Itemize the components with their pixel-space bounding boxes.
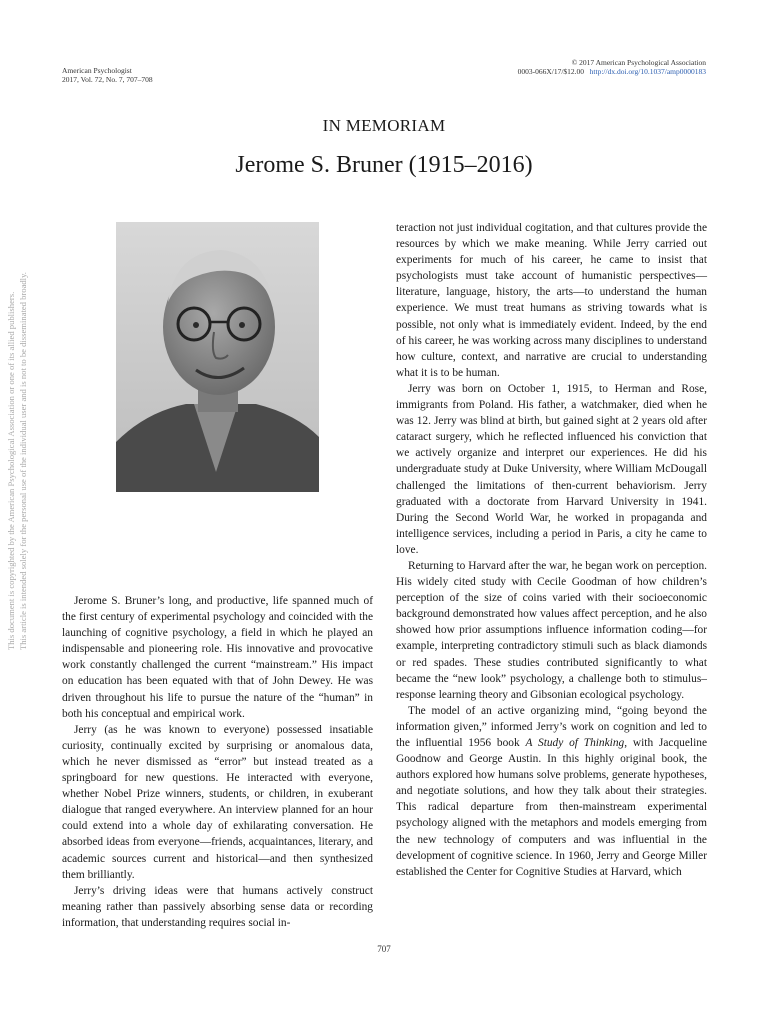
copyright-line: © 2017 American Psychological Association <box>571 58 706 67</box>
paragraph: Jerry was born on October 1, 1915, to Herman and Rose, immigrants from Poland. His father, a watchmaker, died when he was 12. Jerry was blind at birth, but gained sight at 2 years old after cataract surgery, which he reflected influenced his conviction that we actively organize and interpret our experiences. He did his undergraduate study at Duke University, where William McDougall challenged the limitations of then-current behaviorism. Jerry graduated with a doctorate from Harvard University in 1941. During the Second World War, he worked in propaganda and intelligence services, including a period in Paris, a city he came to love. <box>396 382 707 556</box>
paragraph-text: , with Jacqueline Goodnow and George Austin. In this highly original book, the authors explored how humans solve problems, generate hypotheses, and negotiate solutions, and how they talk about their strategies. This radical departure from then-mainstream experimental psychology aligned with the metaphors and models emerging from the new technology of computers and was influential in the development of cognitive science. In 1960, Jerry and George Miller established the Center for Cognitive Studies at Harvard, which <box>396 737 707 878</box>
section-title: IN MEMORIAM <box>322 116 446 135</box>
copyright-notice: This document is copyrighted by the American Psychological Association or one of its allied publishers. <box>6 291 16 650</box>
doi-link[interactable]: http://dx.doi.org/10.1037/amp0000183 <box>589 67 706 76</box>
usage-notice: This article is intended solely for the personal use of the individual user and is not to be disseminated broadly. <box>18 272 28 650</box>
paragraph: Returning to Harvard after the war, he began work on perception. His widely cited study with Cecile Goodman of how children’s perception of the size of coins varied with their socioeconomic background demonstrated how values affect perception, and he also showed how prior assumptions influence information coding—for example, interpreting contradictory stimuli such as black diamonds or red spades. These studies contributed significantly to what became the “new look” psychology, a challenge both to stimulus–response learning theory and Gibsonian ecological psychology. <box>396 559 707 701</box>
portrait-image <box>116 222 319 492</box>
paragraph: Jerry (as he was known to everyone) possessed insatiable curiosity, continually excited by surprising or anomalous data, which he never dismissed as “error” but instead treated as a springboard for new questions. He interacted with everyone, whether Nobel Prize winners, students, or children, in exuberant dialogue that ranged everywhere. An interview planned for an hour could extend into a whole day of exhilarating conversation. He absorbed ideas from everyone—friends, acquaintances, literary, and academic sources current and historical—and then synthesized them brilliantly. <box>62 723 373 881</box>
paragraph-continued: teraction not just individual cogitation, and that cultures provide the resources by which we make meaning. While Jerry carried out experiments for much of his career, he came to insist that psychologists must take account of humanistic perspectives—literature, language, history, the arts—to understand the human experience. We must treat humans as striving towards what is possible, not only what is immediately evident. Indeed, by the end of his career, he was working across many disciplines to understand how culture, context, and narrative are crucial to understanding what it is to be human. <box>396 222 707 379</box>
journal-header <box>62 66 153 84</box>
paragraph-text: The model of an active organizing mind, “going beyond the information given,” informed Jerry’s work on cognition and led to the influential 1956 book <box>396 704 707 749</box>
book-title: A Study of Thinking <box>525 737 625 749</box>
right-column <box>396 220 707 880</box>
journal-volume: 2017, Vol. 72, No. 7, 707–708 <box>62 75 153 84</box>
copyright-header <box>518 58 706 76</box>
paragraph <box>396 703 707 880</box>
portrait-photo <box>116 222 319 492</box>
issn-doi-line <box>518 67 706 76</box>
article-title: Jerome S. Bruner (1915–2016) <box>235 152 533 178</box>
issn: 0003-066X/17/$12.00 <box>517 67 585 76</box>
left-column <box>62 593 373 931</box>
paragraph: Jerome S. Bruner’s long, and productive, life spanned much of the first century of experimental psychology and coincided with the launching of cognitive psychology, a field in which he played an indispensable and pioneering role. His innovative and provocative work constantly challenged the current “mainstream.” His impact on education has been equated with that of John Dewey. He was driven throughout his life to pursue the nature of the “human” in both his conceptual and empirical work. <box>62 595 373 720</box>
journal-name: American Psychologist <box>62 66 132 75</box>
page-number: 707 <box>377 944 391 954</box>
paragraph: Jerry’s driving ideas were that humans actively construct meaning rather than passively absorbing sense data or recording information, that understanding requires social in- <box>62 884 373 929</box>
